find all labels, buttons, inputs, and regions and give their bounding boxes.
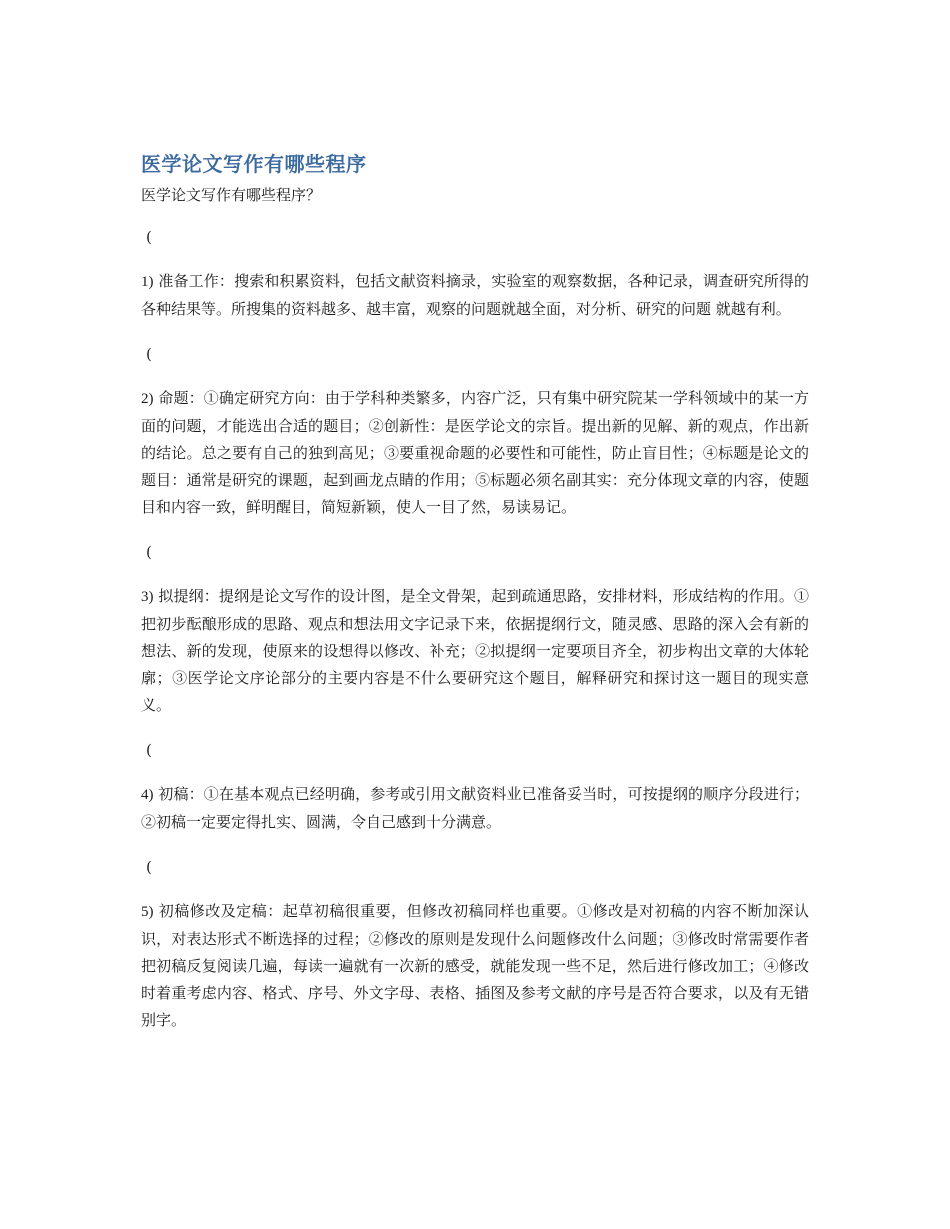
document-title: 医学论文写作有哪些程序: [141, 152, 367, 176]
section-marker: (: [146, 345, 152, 363]
section-1-number: 1): [141, 274, 154, 290]
section-5-text: 初稿修改及定稿：起草初稿很重要，但修改初稿同样也重要。①修改是对初稿的内容不断加深认识，对表达形式不断选择的过程；②修改的原则是发现什么问题修改什么问题；③修改时常需要作者把初稿反复阅读几遍，每读一遍就有一次新的感受，就能发现一些不足，然后进行修改加工；④修改时着重考虑内容、格式、序号、外文字母、表格、插图及参考文献的序号是否符合要求，以及有无错别字。: [141, 902, 809, 1029]
section-marker: (: [146, 741, 152, 759]
document-page: [141, 150, 809, 1034]
section-4-number: 4): [141, 787, 154, 803]
section-3-text: 拟提纲：提纲是论文写作的设计图，是全文骨架，起到疏通思路，安排材料，形成结构的作用。①把初步酝酿形成的思路、观点和想法用文字记录下来，依据提纲行文，随灵感、思路的深入会有新的想法、新的发现，使原来的设想得以修改、补充；②拟提纲一定要项目齐全，初步构出文章的大体轮廓；③医学论文序论部分的主要内容是不什么要研究这个题目，解释研究和探讨这一题目的现实意义。: [141, 587, 809, 714]
section-marker: (: [146, 858, 152, 876]
section-5-number: 5): [141, 904, 154, 920]
section-5: [141, 898, 809, 1034]
section-1: [141, 268, 809, 323]
section-3: [141, 583, 809, 719]
section-1-text: 准备工作：搜索和积累资料，包括文献资料摘录，实验室的观察数据，各种记录，调查研究所得的各种结果等。所搜集的资料越多、越丰富，观察的问题就越全面，对分析、研究的问题 就越有利。: [141, 272, 809, 318]
section-marker: (: [146, 543, 152, 561]
section-marker: (: [146, 228, 152, 246]
section-4: [141, 781, 809, 836]
section-2-text: 命题：①确定研究方向：由于学科种类繁多，内容广泛，只有集中研究院某一学科领域中的某一方面的问题，才能选出合适的题目；②创新性：是医学论文的宗旨。提出新的见解、新的观点，作出新的结论。总之要有自己的独到高见；③要重视命题的必要性和可能性，防止盲目性；④标题是论文的题目：通常是研究的课题，起到画龙点睛的作用；⑤标题必须名副其实：充分体现文章的内容，使题目和内容一致，鲜明醒目，简短新颖，使人一目了然，易读易记。: [141, 389, 809, 516]
section-2: [141, 385, 809, 521]
section-3-number: 3): [141, 589, 154, 605]
section-4-text: 初稿：①在基本观点已经明确，参考或引用文献资料业已准备妥当时，可按提纲的顺序分段进行；②初稿一定要定得扎实、圆满，令自己感到十分满意。: [141, 785, 809, 831]
section-2-number: 2): [141, 391, 154, 407]
document-subtitle: 医学论文写作有哪些程序？: [141, 186, 322, 204]
